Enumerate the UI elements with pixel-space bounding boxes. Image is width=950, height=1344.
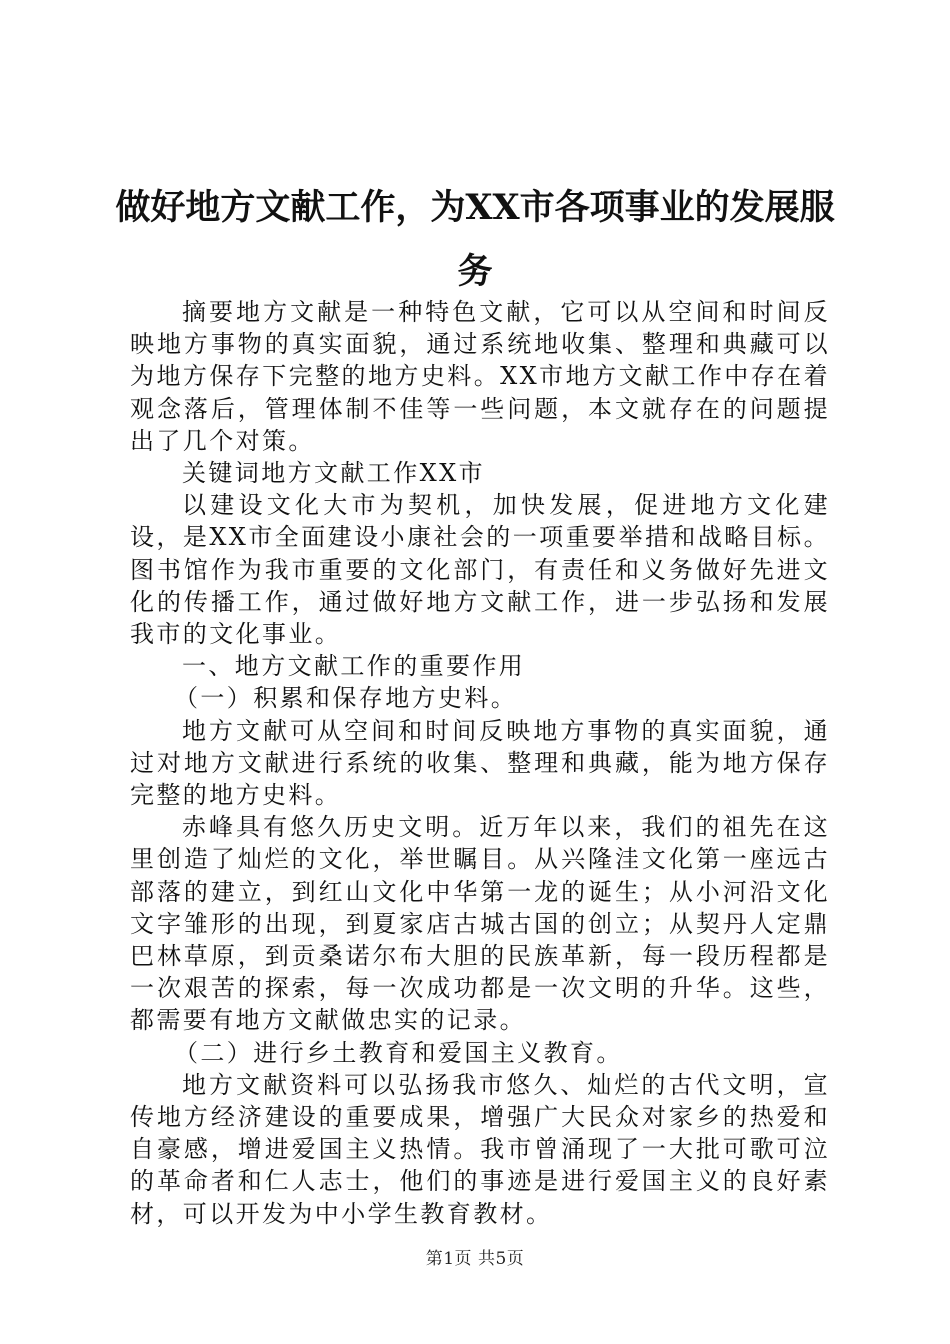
- document-body: [130, 296, 830, 1230]
- page-number-footer: 第1页 共5页: [425, 1249, 525, 1269]
- document-title: 做好地方文献工作，为XX市各项事业的发展服务: [115, 187, 835, 292]
- body-paragraph: 地方文献可从空间和时间反映地方事物的真实面貌，通过对地方文献进行系统的收集、整理和典藏，能为地方保存完整的地方史料。: [130, 716, 830, 810]
- body-paragraph: 地方文献资料可以弘扬我市悠久、灿烂的古代文明，宣传地方经济建设的重要成果，增强广大民众对家乡的热爱和自豪感，增进爱国主义热情。我市曾涌现了一大批可歌可泣的革命者和仁人志士，他们的事迹是进行爱国主义的良好素材，可以开发为中小学生教育教材。: [130, 1070, 830, 1228]
- body-paragraph: 赤峰具有悠久历史文明。近万年以来，我们的祖先在这里创造了灿烂的文化，举世瞩目。从兴隆洼文化第一座远古部落的建立，到红山文化中华第一龙的诞生；从小河沿文化文字雏形的出现，到夏家店古城古国的创立；从契丹人定鼎巴林草原，到贡桑诺尔布大胆的民族革新，每一段历程都是一次艰苦的探索，每一次成功都是一次文明的升华。这些，都需要有地方文献做忠实的记录。: [130, 813, 830, 1035]
- keywords-paragraph: 关键词地方文献工作XX市: [182, 459, 485, 488]
- subsection-heading: （一）积累和保存地方史料。: [174, 684, 518, 713]
- abstract-paragraph: 摘要地方文献是一种特色文献，它可以从空间和时间反映地方事物的真实面貌，通过系统地收集、整理和典藏可以为地方保存下完整的地方史料。XX市地方文献工作中存在着观念落后，管理体制不佳等一些问题，本文就存在的问题提出了几个对策。: [130, 298, 830, 455]
- section-heading: 一、地方文献工作的重要作用: [182, 652, 526, 681]
- intro-paragraph: 以建设文化大市为契机，加快发展，促进地方文化建设，是XX市全面建设小康社会的一项重要举措和战略目标。图书馆作为我市重要的文化部门，有责任和义务做好先进文化的传播工作，通过做好地方文献工作，进一步弘扬和发展我市的文化事业。: [130, 491, 830, 649]
- subsection-heading: （二）进行乡土教育和爱国主义教育。: [174, 1038, 623, 1067]
